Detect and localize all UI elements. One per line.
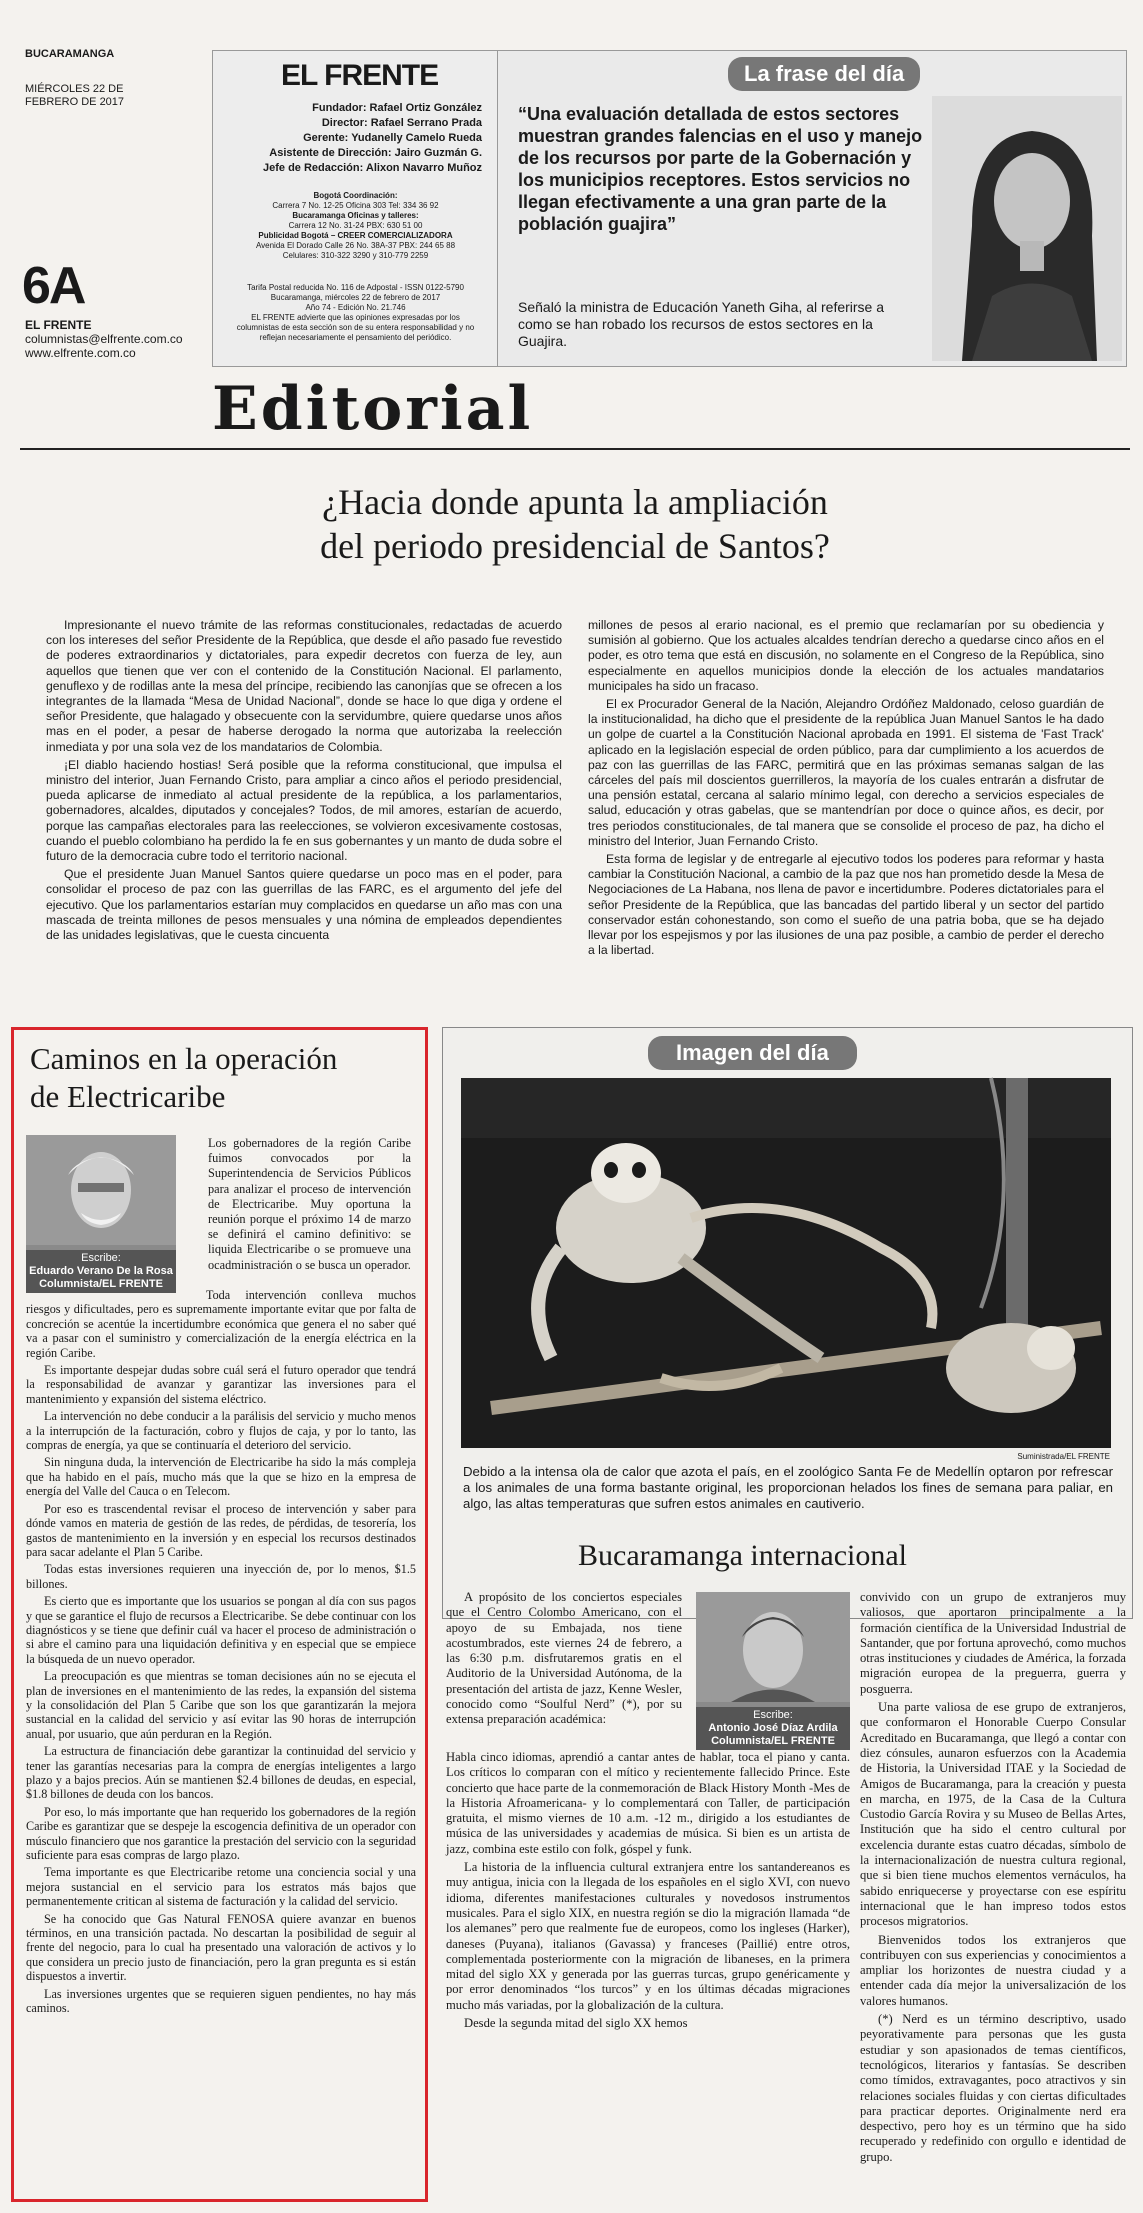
column2-paragraph: convivido con un grupo de extranjeros muy valiosos, que aportaron principalmente a la formación científica de la Universidad Industrial de Santander, que por fortuna aprovechó, como muchos otras instituciones y ciudades de América, la forzada migración europea de la preguerra, guerra y posguerra. (860, 1590, 1126, 1696)
column1-headline-line: de Electricaribe (30, 1079, 226, 1114)
editorial-headline-line: ¿Hacia donde apunta la ampliación (322, 482, 828, 522)
staff-line: Gerente: Yudanelly Camelo Rueda (303, 132, 483, 144)
office-line: Carrera 7 No. 12-25 Oficina 303 Tel: 334 36 92 (272, 201, 439, 210)
byline-name: Eduardo Verano De la Rosa (29, 1265, 173, 1277)
section-title: Editorial (212, 374, 534, 444)
column1-paragraph: Por eso es trascendental revisar el proceso de intervención y saber para dónde vamos en materia de gestión de las redes, de pérdidas, de tesorería, los gastos de mantenimiento en la inversión y en especial los recursos destinados para sacar adelante el Plan 5 Caribe. (26, 1501, 416, 1559)
editorial-headline-line: del periodo presidencial de Santos? (320, 526, 830, 566)
office-line: Bogotá Coordinación: (313, 191, 398, 200)
column1-paragraph: Sin ninguna duda, la intervención de Electricaribe ha sido la más compleja que ha habido en el país, mucho más que la que se hizo en la empresa de energía del Valle del Cauca o en Telecom. (26, 1455, 416, 1499)
office-line: Avenida El Dorado Calle 26 No. 38A-37 PBX: 244 65 88 (255, 241, 456, 250)
photo-caption: Debido a la intensa ola de calor que azota el país, en el zoológico Santa Fe de Medellín optaron por refrescar a los animales de una forma bastante original, les proporcionan helados los fines de semana para paliar, en algo, las altas temperaturas que sufren estos animales en cautiverio. (463, 1464, 1113, 1511)
legal-line: EL FRENTE advierte que las opiniones expresadas por los columnistas de esta sección son de su entera responsabilidad y no reflejan necesariamente el pensamiento del periódico. (236, 313, 475, 342)
staff-line: Jefe de Redacción: Alixon Navarro Muñoz (263, 162, 483, 174)
column1-intro: Los gobernadores de la región Caribe fuimos convocados por la Superintendencia de Servicios Públicos para analizar el proceso de intervención de Electricaribe. Muy oportuna la reunión porque el próximo 14 de marzo se definirá el camino definitivo: se liquida Electricaribe o se promueve una ocadministración o se busca un operador. (208, 1136, 411, 1272)
squirrel-monkey-photo (461, 1078, 1111, 1448)
editorial-col-2 (588, 618, 1104, 961)
header-email: columnistas@elfrente.com.co (25, 332, 183, 346)
office-line: Celulares: 310-322 3290 y 310-779 2259 (282, 251, 429, 260)
office-line: Carrera 12 No. 31-24 PBX: 630 51 00 (288, 221, 423, 230)
quote-label: La frase del día (728, 57, 920, 91)
byline-role: Columnista/EL FRENTE (711, 1735, 835, 1747)
minister-photo (932, 96, 1122, 361)
byline-name: Antonio José Díaz Ardila (708, 1722, 838, 1734)
byline-label: Escribe: (81, 1252, 121, 1264)
legal-line: Año 74 - Edición No. 21.746 (305, 303, 406, 312)
legal-line: Tarifa Postal reducida No. 116 de Adpostal - ISSN 0122-5790 (247, 283, 464, 292)
editorial-col-1 (46, 618, 562, 946)
photo-label: Imagen del día (648, 1036, 857, 1070)
column2-byline (696, 1707, 850, 1750)
section-rule (20, 448, 1130, 450)
column2-paragraph: Una parte valiosa de ese grupo de extranjeros, que conformaron el Honorable Cuerpo Consular Acreditado en Bucaramanga, que llegó a contar con diez cónsules, aunaron esfuerzos con la Academia de Historia, la Universidad ITAE y la Sociedad de Amigos de Bucaramanga, para la creación y puesta en marcha, en 1975, de la Casa de la Cultura Custodio García Rovira y su Museo de Bellas Artes, Institución que ha sido el centro cultural por excelencia durante estas cuatro décadas, símbolo de la internacionalización de nuestra cultura regional, que si bien tiene muchos elementos vernáculos, ha sabido enriquecerse y proyectarse con ese espíritu internacional que le han impreso todos estos procesos migratorios. (860, 1700, 1126, 1929)
byline-role: Columnista/EL FRENTE (39, 1278, 163, 1290)
masthead-offices (233, 191, 478, 261)
editorial-paragraph: El ex Procurador General de la Nación, Alejandro Ordóñez Maldonado, celoso guardián de la institucionalidad, ha dicho que el presidente de la república Juan Manuel Santos le ha dado un golpe de cuartel a la Constitución Nacional aprobada en 1991. El sistema de 'Fast Track' aplicado en la legislación especial de orden público, para dar cumplimiento a los acuerdos de paz con las guerrillas de las FARC, permitirá que en las próximas semanas salgan de las cárceles del país mil doscientos guerrilleros, la mayoría de los cuales entrarán a disfrutar de una pensión estatal, cercana al salario mínimo legal, con derecho a servicios especiales de salud, educación y otras gabelas, que se mantendrían por doce o quince años, es decir, por tres periodos constitucionales, de tal manera que se consolide el proceso de paz, ha dicho el ministro del Interior, Juan Fernando Cristo. (588, 697, 1104, 848)
column2-author-photo (696, 1592, 850, 1747)
quote-attribution: Señaló la ministra de Educación Yaneth Giha, al referirse a como se han robado los recursos de estos sectores en la Guajira. (518, 299, 885, 349)
photo-box (442, 1027, 1133, 1619)
staff-line: Fundador: Rafael Ortiz González (312, 102, 483, 114)
quote-box (497, 50, 1127, 367)
column1-paragraph: Todas estas inversiones requieren una inyección de, por lo menos, $1.5 billones. (26, 1562, 416, 1591)
editorial-paragraph: ¡El diablo haciendo hostias! Será posible que la reforma constitucional, que impulsa el ministro del interior, Juan Fernando Cristo, para ampliar a cinco años el periodo presidencial, pueda aplicarse de inmediato al actual presidente de la república, a los parlamentarios, gobernadores, alcaldes, diputados y concejales? Todos, de mil amores, estarían de acuerdo, porque las campañas electorales para las reelecciones, se volvieron excesivamente costosas, cuando el pueblo colombiano ha perdido la fe en sus gobernantes y un manto de duda sobre el futuro de la democracia cubre todo el territorio nacional. (46, 757, 562, 864)
column1-byline (26, 1250, 176, 1293)
editorial-headline (20, 480, 1130, 568)
byline-label: Escribe: (753, 1709, 793, 1721)
column1-paragraph: Por eso, lo más importante que han requerido los gobernadores de la región Caribe es garantizar que se despeje la escogencia definitiva de un operador con músculo financiero que nos garantice la prestación del servicio con la seguridad suficiente para esas compras de largo plazo. (26, 1804, 416, 1863)
column1-body (26, 1288, 416, 2019)
office-line: Bucaramanga Oficinas y talleres: (292, 211, 419, 220)
legal-line: Bucaramanga, miércoles 22 de febrero de 2017 (270, 293, 441, 302)
staff-line: Asistente de Dirección: Jairo Guzmán G. (269, 147, 483, 159)
header-city: BUCARAMANGA (25, 48, 115, 60)
column2-col-1 (446, 1750, 850, 2034)
quote-text: “Una evaluación detallada de estos sectores muestran grandes falencias en el uso y manejo de los recursos por parte de la Gobernación y los municipios receptores. Estos servicios no llegan efectivamente a una gran parte de la población guajira” (518, 104, 923, 234)
column1-paragraph: Toda intervención conlleva muchos riesgos y dificultades, pero es supremamente importante evitar que por falta de concreción se acentúe la incertidumbre económica que genera el no saber qué va a pasar con el suministro y comercialización de la energía eléctrica en la región Caribe. (26, 1288, 416, 1360)
masthead-staff (263, 101, 482, 176)
header-left (25, 48, 205, 109)
column1-paragraph: Tema importante es que Electricaribe retome una conciencia social y una mejora sustancial en el servicio para los estratos más bajos que permanentemente critican al sistema de facturación y la calidad del servicio. (26, 1865, 416, 1909)
column1-paragraph: Se ha conocido que Gas Natural FENOSA quiere avanzar en buenos términos, en una transición pactada. No descartan la posibilidad de seguir al frente del negocio, para lo cual ha presentado una valoración de activos y lo que considera un precio justo de financiación, pero la gran pregunta es si están dispuestos a invertir. (26, 1911, 416, 1984)
editorial-paragraph: Impresionante el nuevo trámite de las reformas constitucionales, redactadas de acuerdo con los intereses del señor Presidente de la República, que desde el año pasado fue revestido de poderes extraordinarios y dictatoriales, para expedir decretos con fuerza de ley, aun aquellos que tienen que ver con el contenido de la Constitución Nacional. El parlamento, genuflexo y de rodillas ante la mesa del príncipe, recibiendo las canonjías que se ofrecen a los integrantes de la llamada “Mesa de Unidad Nacional”, donde se hace lo que diga y ordene el señor Presidente, que halagado y obsecuente con la servidumbre, quiere quedarse unos años mas en el poder, a pesar de haberse derogado la norma que autorizaba la reelección inmediata y por una sola vez de los mandatarios de Colombia. (46, 618, 562, 754)
column1-paragraph: La intervención no debe conducir a la parálisis del servicio y mucho menos a la interrupción de la facturación, cobro y flujos de caja, y por lo tanto, las compras de energía, ya que se continuaría el deterioro del servicio. (26, 1409, 416, 1453)
column1-paragraph: Es cierto que es importante que los usuarios se pongan al día con sus pagos y que se garantice el flujo de recursos a Electricaribe. Se debe continuar con los diagnósticos y se tiene que definir cuál va hacer el proceso de administración o si abre el camino para una liquidación definitiva y en especial que se empiece la búsqueda de un nuevo operador. (26, 1594, 416, 1666)
header-date: MIÉRCOLES 22 DE FEBRERO DE 2017 (25, 83, 125, 108)
masthead-title: EL FRENTE (281, 59, 439, 92)
header-contact (25, 318, 183, 360)
author-portrait-icon (696, 1592, 850, 1702)
editorial-paragraph: Esta forma de legislar y de entregarle al ejecutivo todos los poderes para reformar y hasta cambiar la Constitución Nacional, a cambio de la paz que nos han prometido desde la Mesa de Negociaciones de La Habana, nos llena de pavor e incertidumbre. Poderes dictatoriales para el señor Presidente de la República, que las bancadas del partido liberal y un sector del partido conservador están cohonestando, son como el sueño de una patria boba, que se ha dejado llevar por los espejismos y por las ilusiones de una paz posible, a cambio de perder el derecho a la libertad. (588, 852, 1104, 958)
column1-paragraph: La preocupación es que mientras se toman decisiones aún no se ejecuta el plan de inversiones en el mantenimiento de las redes, la expansión del sistema y la consolidación del Plan 5 Caribe que son los que garantizarán la mejora sustancial en la calidad del servicio y así evitar las 90 horas de interrupción anual, por usuario, que aún perduran en la Región. (26, 1669, 416, 1741)
header-web: www.elfrente.com.co (25, 346, 136, 360)
column2-headline: Bucaramanga internacional (578, 1539, 908, 1572)
header-paper: EL FRENTE (25, 318, 92, 332)
column2-intro: A propósito de los conciertos especiales que el Centro Colombo Americano, con el apoyo de su Embajada, nos tiene acostumbrados, este viernes 24 de febrero, a las 6:30 p.m. disfrutaremos gratis en el Auditorio de la Universidad Autónoma, de la presentación del artista de jazz, Kenne Wesler, conocido como “Soulful Nerd” (*), por su extensa preparación académica: (446, 1590, 682, 1727)
column2-paragraph: Habla cinco idiomas, aprendió a cantar antes de hablar, toca el piano y canta. Los críticos lo comparan con el mítico y recientemente fallecido Prince. Este concierto que hace parte de la conmemoración de Black History Month -Mes de la Historia Afroamericana- y lo complementará con Taller, de participación gratuita, el mismo viernes de 10 a.m. -12 m., dirigido a los estudiantes de música de las universidades y academias de música. Si bien es un artista de jazz, combina este estilo con folk, góspel y funk. (446, 1750, 850, 1856)
masthead-legal (233, 283, 478, 343)
author-portrait-icon (26, 1135, 176, 1245)
column1-paragraph: La estructura de financiación debe garantizar la continuidad del servicio y tener las garantías necesarias para la compra de energías inteligentes a largo plazo y a bajos precios. Aún se mantienen $2.4 billones de deudas, en especial, $1.8 billones de deuda con los bancos. (26, 1744, 416, 1802)
column1-paragraph: Las inversiones urgentes que se requieren siguen pendientes, no hay más caminos. (26, 1986, 416, 2016)
column1-headline-line: Caminos en la operación (30, 1041, 338, 1076)
editorial-paragraph: millones de pesos al erario nacional, es el premio que reclamarían por su obediencia y sumisión al gobierno. Que los actuales alcaldes tendrían derecho a quedarse cinco años en el poder, es otro tema que está en discusión, no solamente en el Congreso de la República, sino especialmente en aquellos municipios donde la elección de los actuales mandatarios municipales ha sido un fracaso. (588, 618, 1104, 693)
photo-credit: Suministrada/EL FRENTE (1017, 1452, 1110, 1461)
office-line: Publicidad Bogotá – CREER COMERCIALIZADORA (258, 231, 453, 240)
editorial-paragraph: Que el presidente Juan Manuel Santos quiere quedarse un poco mas en el poder, para consolidar el proceso de paz con las guerrillas de las FARC, es el argumento del jefe del ejecutivo. Que los parlamentarios estarían muy complacidos en quedarse un año mas con una mascada de treinta millones de pesos mensuales y una nómina de empleados dependientes de las unidades legislativas, que le cuesta cincuenta (46, 867, 562, 943)
column2-paragraph: (*) Nerd es un término descriptivo, usado peyorativamente para personas que les gusta estudiar y son apasionados de temas científicos, tecnológicos, literarios y fantasías. Se describen como tímidos, extravagantes, poco atractivos y sin relaciones sociales fluidas y con ciertas dificultades para practicar deportes. Originalmente nerd era despectivo, pero hoy es un término que ha sido recuperado y redefinido con orgullo e identidad de grupo. (860, 2012, 1126, 2164)
column1-author-photo (26, 1135, 176, 1290)
column2-paragraph: La historia de la influencia cultural extranjera entre los santandereanos es muy antigua, inicia con la llegada de los españoles en el siglo XVI, con nuevo idioma, diferentes manifestaciones culturales y novedosos instrumentos musicales. Para el siglo XIX, en nuestra región se dio la migración llamada “de los alemanes” pero que realmente fue de europeos, como los ingleses (Harker), daneses (Puyana), italianos (Gavassa) y franceses (Paillié) entre otros, complementada posteriormente con la migración de libaneses, en la primera mitad del siglo XX y generada por las guerras turcas, grupo genéricamente y por error denominados “los turcos” y en los últimas décadas migraciones mucho más variadas, por la globalización de la cultura. (446, 1860, 850, 2012)
column1-headline (30, 1040, 420, 1116)
column2-paragraph: Desde la segunda mitad del siglo XX hemos (464, 2016, 688, 2031)
masthead-box (212, 50, 499, 367)
column2-paragraph: Bienvenidos todos los extranjeros que contribuyen con sus experiencias y conocimientos a ampliar los horizontes de nuestra ciudad y a entender cada día mejor la universalización de los valores humanos. (860, 1932, 1126, 2008)
column2-col-2 (860, 1590, 1126, 2168)
staff-line: Director: Rafael Serrano Prada (321, 117, 483, 129)
page-number: 6A (22, 257, 85, 315)
column1-paragraph: Es importante despejar dudas sobre cuál será el futuro operador que tendrá la responsabilidad de avanzar y garantizar las inversiones para el mantenimiento y expansión del sistema eléctrico. (26, 1363, 416, 1406)
